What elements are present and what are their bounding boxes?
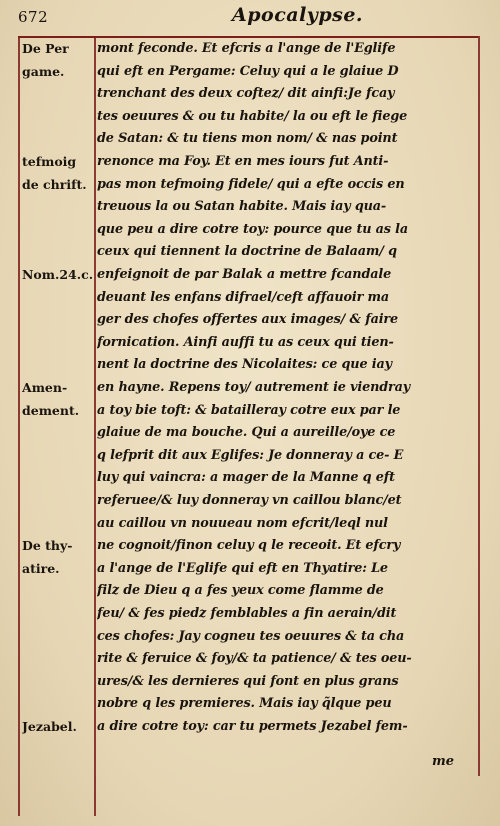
body-text-line: que peu a dire cotre toy: pource que tu as la bbox=[97, 221, 409, 237]
body-text-line: treuous la ou Satan habite. Mais iay qua- bbox=[97, 199, 387, 215]
text-line bbox=[0, 354, 500, 376]
text-line bbox=[0, 61, 500, 83]
text-line bbox=[0, 377, 500, 399]
text-line bbox=[0, 287, 500, 309]
text-line bbox=[0, 467, 500, 489]
body-text-line: enfeignoit de par Balak a mettre fcandale bbox=[97, 267, 392, 282]
text-line bbox=[0, 716, 500, 738]
text-line bbox=[0, 174, 500, 196]
body-text-line: tes oeuures & ou tu habite/ la ou eft le fiege bbox=[97, 108, 408, 124]
body-text-line: a toy bie toft: & batailleray cotre eux par le bbox=[97, 402, 401, 418]
body-text-line: q lefprit dit aux Eglifes: Je donneray a ce- E bbox=[97, 447, 404, 463]
body-text-line: mont feconde. Et efcris a l'ange de l'Eglife bbox=[97, 41, 396, 56]
catchword: me bbox=[432, 754, 455, 769]
text-line bbox=[0, 626, 500, 648]
text-line bbox=[0, 196, 500, 218]
margin-note: De thy- bbox=[22, 538, 73, 554]
text-line bbox=[0, 490, 500, 512]
text-line bbox=[0, 128, 500, 150]
text-line bbox=[0, 241, 500, 263]
margin-note: de chrift. bbox=[22, 176, 87, 192]
margin-note: atire. bbox=[22, 560, 60, 576]
body-text-line: a dire cotre toy: car tu permets Jezabel fem- bbox=[97, 719, 408, 734]
text-line bbox=[0, 332, 500, 354]
text-line bbox=[0, 83, 500, 105]
body-text-line: glaiue de ma bouche. Qui a aureille/oye ce bbox=[97, 425, 396, 441]
body-text-line: a l'ange de l'Eglife qui eft en Thyatire: Le bbox=[97, 560, 388, 576]
text-line bbox=[0, 535, 500, 557]
body-text-line: filz de Dieu q a fes yeux come flamme de bbox=[97, 583, 384, 599]
page-header bbox=[0, 4, 500, 30]
body-text-line: fornication. Ainfi auffi tu as ceux qui tien- bbox=[97, 334, 394, 350]
body-text-line: en hayne. Repens toy/ autrement ie viendray bbox=[97, 380, 411, 395]
margin-note: Jezabel. bbox=[22, 719, 77, 734]
body-text-line: ceux qui tiennent la doctrine de Balaam/ q bbox=[97, 244, 397, 260]
margin-note: dement. bbox=[22, 402, 80, 418]
margin-note: De Per bbox=[22, 41, 69, 56]
text-line bbox=[0, 422, 500, 444]
text-line bbox=[0, 558, 500, 580]
text-line bbox=[0, 219, 500, 241]
body-text-line: renonce ma Foy. Et en mes iours fut Anti- bbox=[97, 154, 389, 169]
body-text-line: ures/& les dernieres qui font en plus grans bbox=[97, 673, 399, 689]
text-line bbox=[0, 693, 500, 715]
body-text-line: trenchant des deux coftez/ dit ainfi:Je fcay bbox=[97, 86, 395, 102]
body-text-line: nent la doctrine des Nicolaites: ce que iay bbox=[97, 357, 392, 373]
text-line bbox=[0, 400, 500, 422]
body-text-line: qui eft en Pergame: Celuy qui a le glaiue D bbox=[97, 63, 399, 79]
text-line bbox=[0, 580, 500, 602]
body-text-line: ces chofes: Jay cogneu tes oeuures & ta cha bbox=[97, 628, 405, 644]
text-line bbox=[0, 151, 500, 173]
margin-note: tefmoig bbox=[22, 154, 77, 169]
margin-note: game. bbox=[22, 63, 65, 79]
margin-note: Amen- bbox=[22, 380, 68, 395]
text-line bbox=[0, 603, 500, 625]
text-line bbox=[0, 264, 500, 286]
text-line bbox=[0, 671, 500, 693]
body-text-line: ger des chofes offertes aux images/ & faire bbox=[97, 312, 399, 328]
text-line bbox=[0, 309, 500, 331]
text-line bbox=[0, 648, 500, 670]
text-line bbox=[0, 445, 500, 467]
body-text-line: ne cognoit/finon celuy q le receoit. Et efcry bbox=[97, 538, 401, 554]
margin-note: Nom.24.c. bbox=[22, 267, 94, 282]
running-title: Apocalypse. bbox=[232, 4, 364, 26]
text-line bbox=[0, 106, 500, 128]
body-text-line: rite & feruice & foy/& ta patience/ & tes oeu- bbox=[97, 651, 412, 667]
body-text-line: pas mon tefmoing fidele/ qui a efte occis en bbox=[97, 176, 405, 192]
body-text-line: de Satan: & tu tiens mon nom/ & nas point bbox=[97, 131, 398, 147]
text-line bbox=[0, 513, 500, 535]
body-text-line: feu/ & fes piedz femblables a fin aerain/dit bbox=[97, 606, 397, 621]
page-number: 672 bbox=[18, 8, 49, 26]
body-text-line: referuee/& luy donneray vn caillou blanc/et bbox=[97, 493, 402, 508]
body-text-line: luy qui vaincra: a mager de la Manne q eft bbox=[97, 470, 395, 486]
body-text-line: nobre q les premieres. Mais iay q̃lque peu bbox=[97, 696, 392, 712]
text-line bbox=[0, 38, 500, 60]
body-text-line: deuant les enfans difrael/ceft affauoir ma bbox=[97, 289, 390, 305]
body-text-line: au caillou vn nouueau nom efcrit/leql nul bbox=[97, 515, 388, 531]
